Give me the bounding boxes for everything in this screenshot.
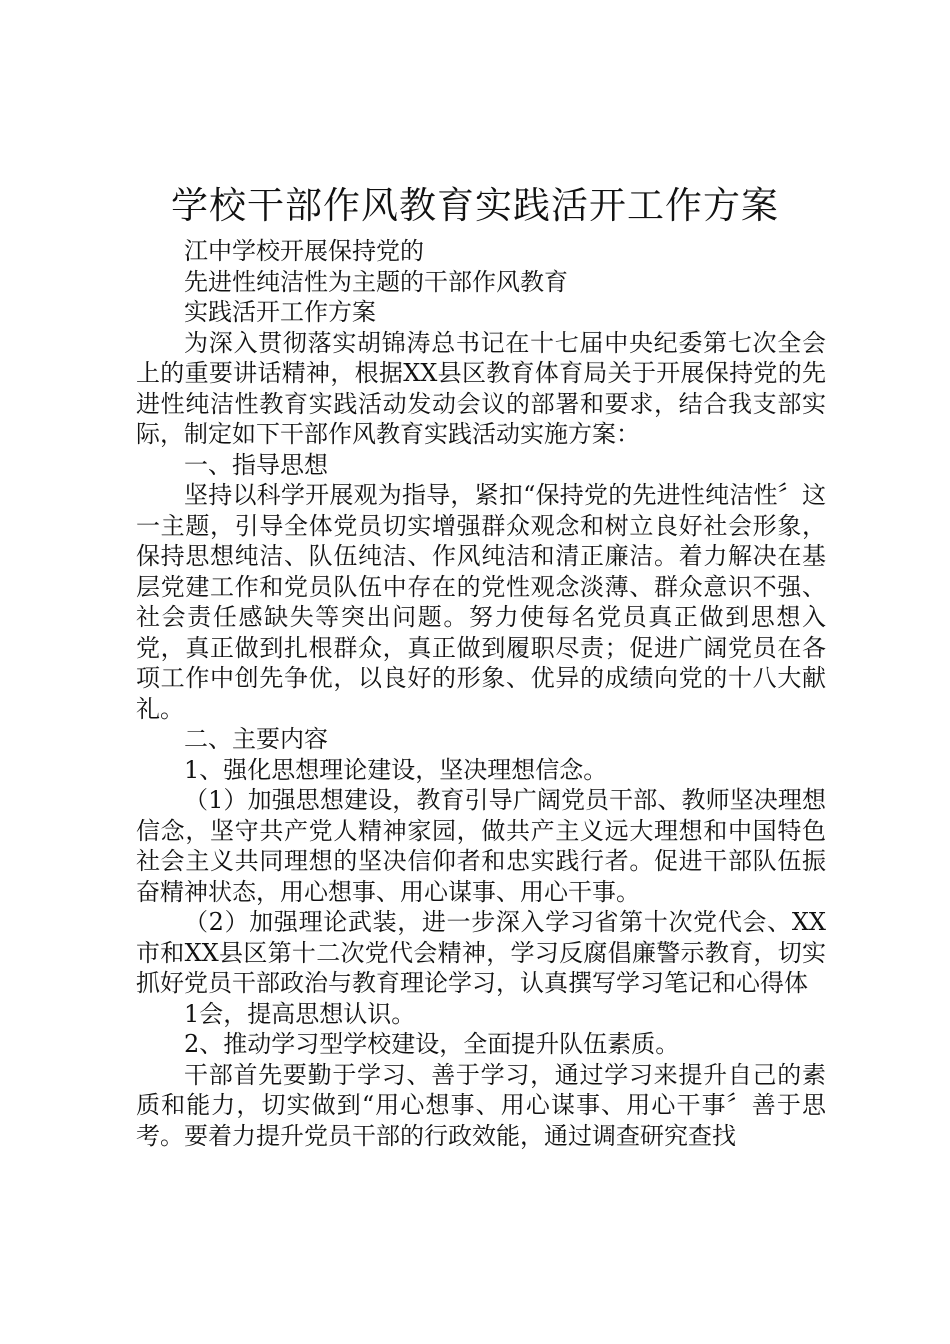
document-body: [136, 236, 826, 1151]
continuation-line: 1会，提高思想认识。: [184, 999, 416, 1028]
subtitle-line-2: 先进性纯洁性为主题的干部作风教育: [184, 267, 568, 296]
sub-item-1: （1）加强思想建设，教育引导广阔党员干部、教师坚决理想信念，坚守共产党人精神家园，做共产主义远大理想和中国特色社会主义共同理想的坚决信仰者和忠实践行者。促进干部队伍振奋精神状态，用心想事、用心谋事、用心干事。: [136, 786, 826, 906]
subtitle-line-1: 江中学校开展保持党的: [184, 237, 424, 265]
item-2-paragraph: 干部首先要勤于学习、善于学习，通过学习来提升自己的素质和能力，切实做到“用心想事、用心谋事、用心干事〞善于思考。要着力提升党员干部的行政效能，通过调查研究查找: [136, 1060, 826, 1150]
document-title: 学校干部作风教育实践活开工作方案: [171, 184, 779, 227]
intro-paragraph: 为深入贯彻落实胡锦涛总书记在十七届中央纪委第七次全会上的重要讲话精神，根据XX县区教育体育局关于开展保持党的先进性纯洁性教育实践活动发动会议的部署和要求，结合我支部实际，制定如下干部作风教育实践活动实施方案：: [136, 328, 826, 448]
sub-item-2: （2）加强理论武装，进一步深入学习省第十次党代会、XX市和XX县区第十二次党代会精神，学习反腐倡廉警示教育，切实抓好党员干部政治与教育理论学习，认真撰写学习笔记和心得体: [136, 908, 826, 997]
section-heading-guiding-ideology: 一、指导思想: [184, 450, 328, 479]
subtitle-line-3: 实践活开工作方案: [184, 298, 376, 326]
guiding-ideology-paragraph: 坚持以科学开展观为指导，紧扣“保持党的先进性纯洁性〞这一主题，引导全体党员切实增强群众观念和树立良好社会形象，保持思想纯洁、队伍纯洁、作风纯洁和清正廉洁。着力解决在基层党建工作和党员队伍中存在的党性观念淡薄、群众意识不强、社会责任感缺失等突出问题。努力使每名党员真正做到思想入党，真正做到扎根群众，真正做到履职尽责；促进广阔党员在各项工作中创先争优，以良好的形象、优异的成绩向党的十八大献礼。: [136, 481, 826, 723]
item-heading-1: 1、强化思想理论建设，坚决理想信念。: [184, 755, 608, 784]
item-heading-2: 2、推动学习型学校建设，全面提升队伍素质。: [184, 1030, 680, 1058]
section-heading-main-content: 二、主要内容: [184, 725, 328, 753]
